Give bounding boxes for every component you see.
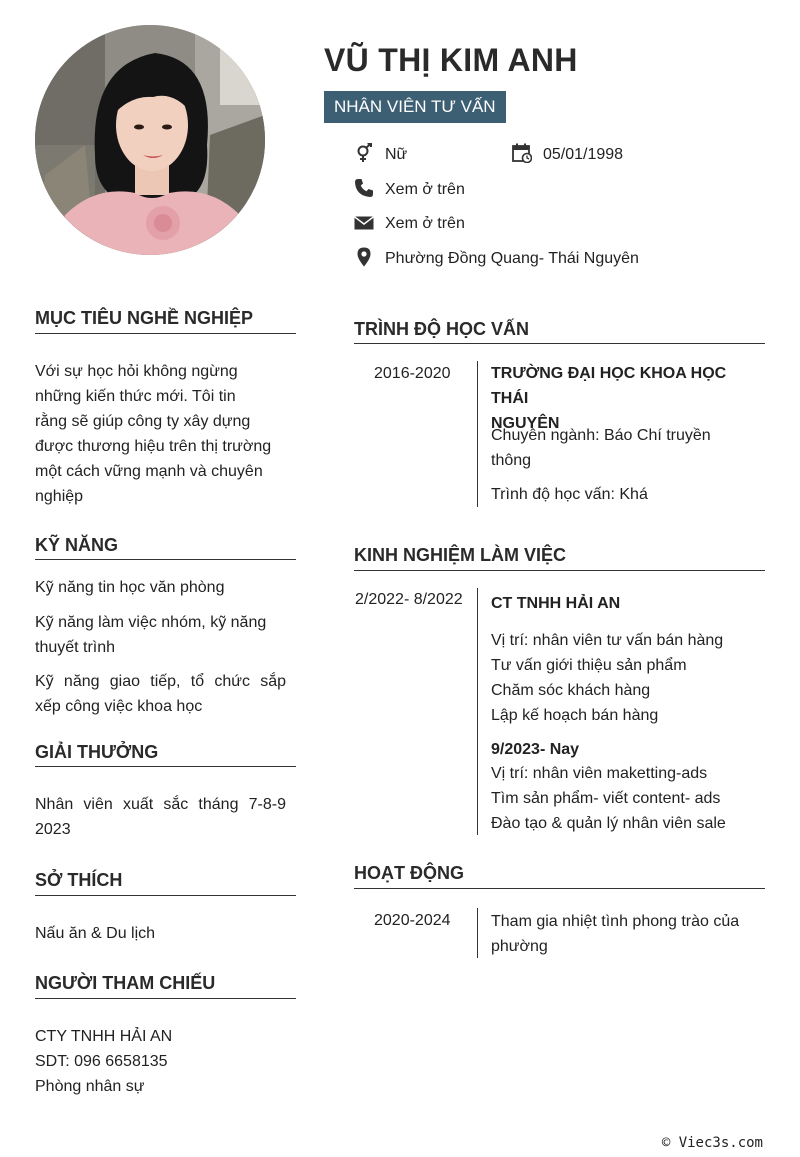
skill-item: [35, 669, 286, 719]
skill-line: Kỹ năng làm việc nhóm, kỹ năng: [35, 614, 267, 631]
activities-heading: HOẠT ĐỘNG: [354, 863, 464, 883]
experience-company: CT TNHH HẢI AN: [491, 595, 621, 612]
education-level: Trình độ học vấn: Khá: [491, 486, 648, 503]
objective-line: những kiến thức mới. Tôi tin: [35, 388, 236, 405]
gender-value: Nữ: [385, 146, 408, 163]
candidate-name: VŨ THỊ KIM ANH: [324, 42, 578, 78]
task-line: Tìm sản phẩm- viết content- ads: [491, 790, 721, 807]
address-value: Phường Đồng Quang- Thái Nguyên: [385, 250, 639, 267]
education-major: [491, 423, 766, 473]
award-line: 2023: [35, 821, 71, 838]
experience-period: 2/2022- 8/2022: [355, 591, 463, 608]
birthday-value: 05/01/1998: [543, 146, 624, 163]
experience-heading: KINH NGHIỆM LÀM VIỆC: [354, 545, 567, 565]
references-divider: [35, 998, 296, 999]
reference-line: CTY TNHH HẢI AN: [35, 1028, 173, 1045]
task-line: Vị trí: nhân viên tư vấn bán hàng: [491, 632, 724, 649]
hobbies-heading: SỞ THÍCH: [35, 870, 123, 890]
awards-heading: GIẢI THƯỞNG: [35, 742, 159, 762]
references-heading: NGƯỜI THAM CHIẾU: [35, 973, 216, 993]
phone-value: Xem ở trên: [385, 181, 465, 198]
objective-heading: MỤC TIÊU NGHỀ NGHIỆP: [35, 308, 254, 328]
email-value: Xem ở trên: [385, 215, 465, 232]
skill-line: xếp công việc khoa học: [35, 698, 203, 715]
objective-text: [35, 359, 296, 509]
task-line: Vị trí: nhân viên maketting-ads: [491, 765, 708, 782]
references-text: [35, 1024, 296, 1099]
skill-item: [35, 610, 286, 660]
hobbies-divider: [35, 895, 296, 896]
objective-line: một cách vững mạnh và chuyên: [35, 463, 263, 480]
awards-text: [35, 792, 286, 842]
objective-line: được thương hiệu trên thị trường: [35, 438, 272, 455]
activities-timeline-line: [477, 908, 478, 958]
footer-credit: © Viec3s.com: [661, 1135, 763, 1151]
hobbies-text: Nấu ăn & Du lịch: [35, 925, 156, 942]
objective-line: Với sự học hỏi không ngừng: [35, 363, 238, 380]
task-line: Tư vấn giới thiệu sản phẩm: [491, 657, 687, 674]
activities-period: 2020-2024: [374, 912, 451, 929]
task-line: Lập kế hoạch bán hàng: [491, 707, 659, 724]
experience-tasks-1: [491, 628, 766, 728]
reference-line: Phòng nhân sự: [35, 1078, 145, 1095]
profile-photo: [35, 25, 265, 255]
task-line: Chăm sóc khách hàng: [491, 682, 651, 699]
experience-subperiod: 9/2023- Nay: [491, 741, 580, 758]
school-line: NGUYÊN: [491, 415, 560, 432]
skill-line: Kỹ năng tin học văn phòng: [35, 579, 225, 596]
skill-line: Kỹ năng giao tiếp, tổ chức sắp: [35, 673, 286, 690]
experience-timeline-line: [477, 588, 478, 835]
activities-divider: [354, 888, 765, 889]
skills-divider: [35, 559, 296, 560]
reference-line: SDT: 096 6658135: [35, 1053, 168, 1070]
education-timeline-line: [477, 361, 478, 507]
experience-divider: [354, 570, 765, 571]
calendar-icon: [512, 143, 532, 163]
envelope-icon: [354, 213, 374, 233]
education-divider: [354, 343, 765, 344]
objective-line: nghiệp: [35, 488, 84, 505]
job-title-badge: NHÂN VIÊN TƯ VẤN: [324, 91, 506, 123]
activities-text: [491, 909, 766, 959]
school-line: TRƯỜNG ĐẠI HỌC KHOA HỌC THÁI: [491, 365, 727, 407]
education-heading: TRÌNH ĐỘ HỌC VẤN: [354, 319, 529, 339]
activity-line: phường: [491, 938, 548, 955]
phone-icon: [354, 178, 374, 198]
major-line: thông: [491, 452, 532, 469]
awards-divider: [35, 766, 296, 767]
award-line: Nhân viên xuất sắc tháng 7-8-9: [35, 796, 286, 813]
skill-item: [35, 575, 286, 600]
experience-tasks-2: [491, 761, 766, 836]
task-line: Đào tạo & quản lý nhân viên sale: [491, 815, 726, 832]
activity-line: Tham gia nhiệt tình phong trào của: [491, 913, 740, 930]
major-line: Chuyên ngành: Báo Chí truyền: [491, 427, 711, 444]
objective-line: rằng sẽ giúp công ty xây dựng: [35, 413, 251, 430]
gender-icon: [354, 143, 374, 163]
skills-heading: KỸ NĂNG: [35, 535, 119, 555]
location-pin-icon: [354, 247, 374, 267]
education-period: 2016-2020: [374, 365, 451, 382]
skill-line: thuyết trình: [35, 639, 116, 656]
objective-divider: [35, 333, 296, 334]
